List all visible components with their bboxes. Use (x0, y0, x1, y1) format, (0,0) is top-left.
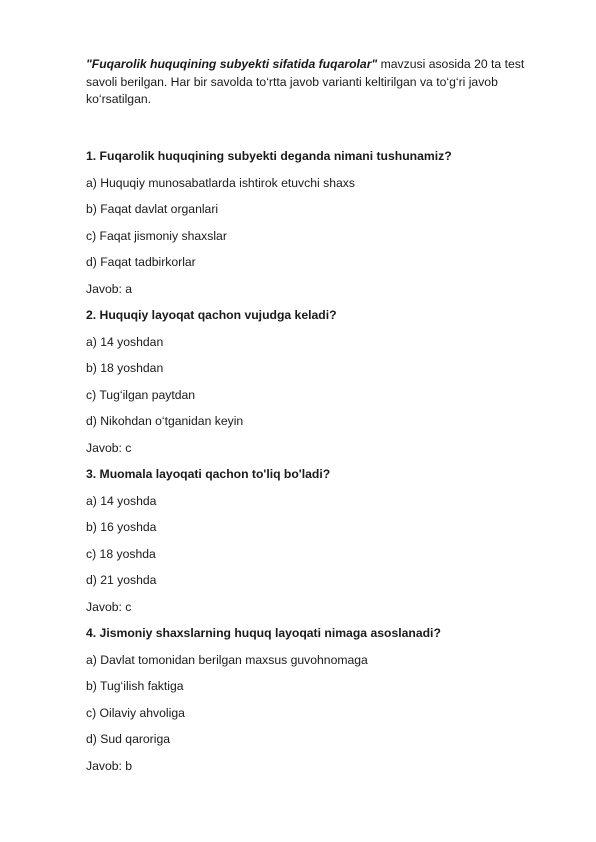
question-text: 1. Fuqarolik huquqining subyekti deganda nimani tushunamiz? (86, 149, 452, 163)
answer-option: a) 14 yoshdan (86, 334, 164, 349)
answer-option: a) 14 yoshda (86, 493, 157, 508)
question-text: 3. Muomala layoqati qachon to'liq bo'ladi? (86, 467, 331, 481)
answer-option: c) Faqat jismoniy shaxslar (86, 228, 227, 243)
correct-answer: Javob: c (86, 440, 132, 455)
answer-option: a) Davlat tomonidan berilgan maxsus guvohnomaga (86, 652, 368, 667)
intro-title: "Fuqarolik huquqining subyekti sifatida fuqarolar" (86, 57, 378, 71)
question-block (86, 466, 556, 625)
correct-answer: Javob: a (86, 281, 133, 296)
question-list (86, 148, 556, 784)
intro-paragraph (86, 56, 542, 109)
answer-option: d) Nikohdan o‘tganidan keyin (86, 414, 244, 428)
answer-option: d) Faqat tadbirkorlar (86, 255, 196, 269)
correct-answer: Javob: c (86, 599, 132, 614)
question-text: 2. Huquqiy layoqat qachon vujudga keladi? (86, 308, 337, 322)
answer-option: b) 16 yoshda (86, 520, 157, 534)
answer-option: a) Huquqiy munosabatlarda ishtirok etuvchi shaxs (86, 175, 355, 190)
answer-option: b) Tug‘ilish faktiga (86, 679, 184, 693)
question-text: 4. Jismoniy shaxslarning huquq layoqati nimaga asoslanadi? (86, 626, 441, 640)
answer-option: b) 18 yoshdan (86, 361, 164, 375)
answer-option: b) Faqat davlat organlari (86, 202, 219, 216)
answer-option: d) 21 yoshda (86, 573, 157, 587)
intro-text: mavzusi asosida 20 ta test savoli berilgan. Har bir savolda to‘rtta javob varianti keltirilgan va to‘g‘ri javob ko‘rsatilgan. (86, 57, 525, 106)
question-block (86, 307, 556, 466)
answer-option: d) Sud qaroriga (86, 732, 171, 746)
question-block (86, 148, 556, 307)
answer-option: c) 18 yoshda (86, 546, 156, 561)
answer-option: c) Oilaviy ahvoliga (86, 705, 185, 720)
answer-option: c) Tug‘ilgan paytdan (86, 387, 196, 402)
correct-answer: Javob: b (86, 758, 133, 773)
question-block (86, 625, 556, 784)
